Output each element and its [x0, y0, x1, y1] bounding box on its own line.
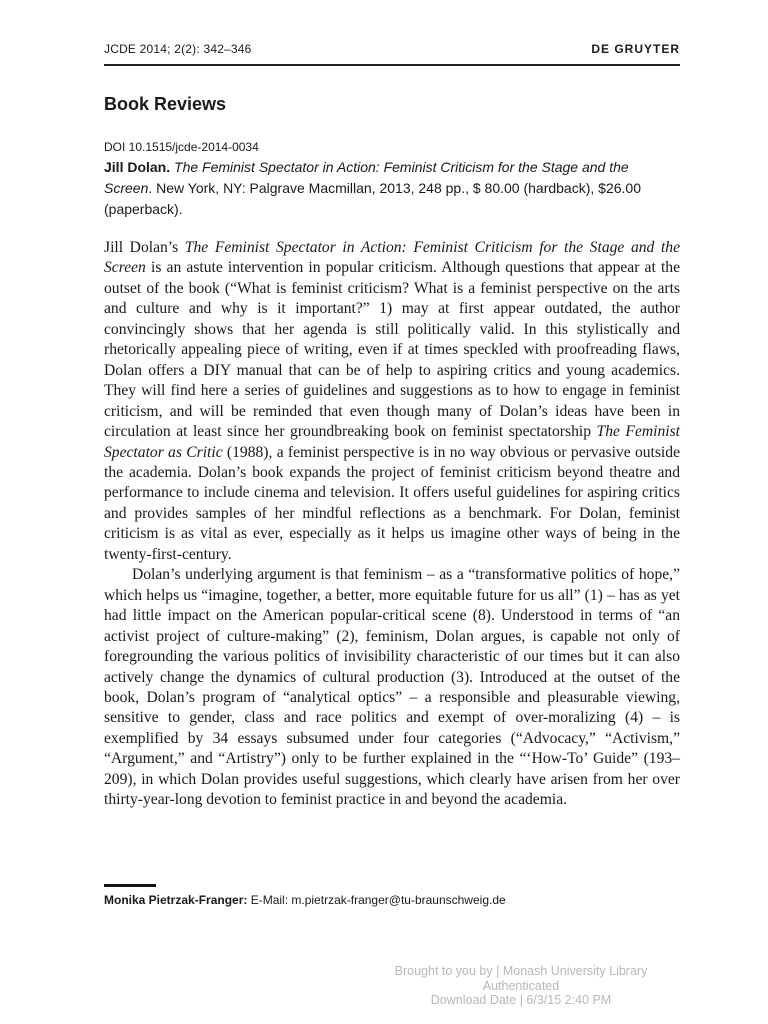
p1-text-a: Jill Dolan’s	[104, 239, 185, 256]
p1-earlier-book-title: The Feminist Spectator as Critic	[104, 423, 680, 461]
p1-book-title: The Feminist Spectator in Action: Feminist Criticism for the Stage and the Screen	[104, 239, 680, 277]
review-body	[104, 238, 680, 811]
review-paragraph-1	[104, 238, 680, 565]
header-divider	[104, 64, 680, 66]
doi: DOI 10.1515/jcde-2014-0034	[104, 140, 259, 154]
reviewer-email[interactable]: m.pietrzak-franger@tu-braunschweig.de	[291, 893, 506, 907]
book-citation	[104, 157, 680, 220]
watermark-line-3: Download Date | 6/3/15 2:40 PM	[430, 993, 612, 1007]
watermark-line-1: Brought to you by | Monash University Library	[394, 964, 648, 978]
footnote-divider	[104, 884, 156, 887]
reviewer-name: Monika Pietrzak-Franger:	[104, 893, 248, 907]
section-title: Book Reviews	[104, 94, 227, 114]
p1-text-c: (1988), a feminist perspective is in no way obvious or pervasive outside the academia. Dolan’s book expands the project of feminist criticism beyond theatre and performance to include cinema and television. It offers useful guidelines for aspiring critics and provides samples of her mindful reflections as a benchmark. For Dolan, feminist criticism is as vital as ever, especially as it helps us imagine other ways of being in the twenty-first-century.	[104, 443, 680, 563]
author-footnote	[104, 893, 506, 907]
p1-text-b: is an astute intervention in popular criticism. Although questions that appear at the outset of the book (“What is feminist criticism? What is a feminist perspective on the arts and culture and why is it important?” 1) may at first appear outdated, the author convincingly shows that her agenda is still politically valid. In this stylistically and rhetorically appealing piece of writing, even if at times speckled with proofreading flaws, Dolan offers a DIY manual that can be of help to aspiring critics and young academics. They will find here a series of guidelines and suggestions as to how to engage in feminist criticism, and will be reminded that even though many of Dolan’s ideas have been in circulation at least since her groundbreaking book on feminist spectatorship	[104, 259, 680, 441]
citation-details: . New York, NY: Palgrave Macmillan, 2013, 248 pp., $ 80.00 (hardback), $26.00 (paperback).	[104, 180, 641, 217]
journal-citation: JCDE 2014; 2(2): 342–346	[104, 42, 252, 56]
citation-author: Jill Dolan.	[104, 159, 171, 175]
publisher-name: DE GRUYTER	[591, 42, 680, 56]
access-watermark	[376, 964, 666, 1008]
review-paragraph-2: Dolan’s underlying argument is that feminism – as a “transformative politics of hope,” which helps us “imagine, together, a better, more equitable future for us all” (1) – has as yet had little impact on the American popular-critical scene (8). Understood in terms of “an activist project of culture-making” (2), feminism, Dolan argues, is capable not only of foregrounding the various politics of invisibility characteristic of our times but it can also actively change the dynamics of cultural production (3). Introduced at the outset of the book, Dolan’s program of “analytical optics” – a responsible and pleasurable viewing, sensitive to gender, class and race politics and exempt of over-moralizing (4) – is exemplified by 34 essays subsumed under four categories (“Advocacy,” “Activism,” “Argument,” and “Artistry”) only to be further explained in the “‘How-To’ Guide” (193–209), in which Dolan provides useful suggestions, which clearly have arisen from her over thirty-year-long devotion to feminist practice in and beyond the academia.	[104, 566, 680, 809]
running-header	[104, 42, 680, 60]
email-label: E-Mail:	[247, 893, 292, 907]
watermark-line-2: Authenticated	[482, 978, 560, 993]
citation-title: The Feminist Spectator in Action: Feminist Criticism for the Stage and the Screen	[104, 159, 629, 196]
